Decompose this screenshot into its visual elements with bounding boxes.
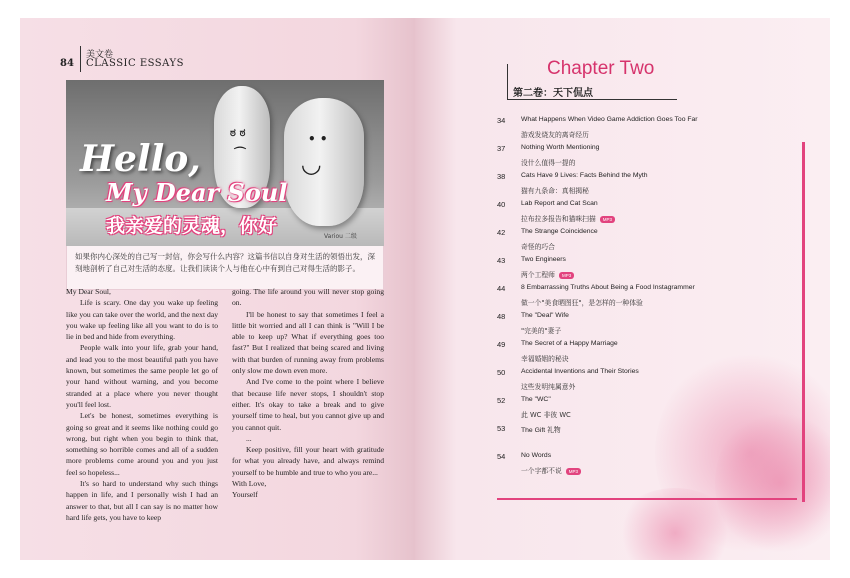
toc-title-en: The Gift 礼物 bbox=[521, 427, 561, 434]
toc-entry[interactable] bbox=[497, 394, 797, 422]
header-rule bbox=[80, 46, 81, 72]
body-column-2 bbox=[232, 286, 384, 501]
intro-box: 如果你内心深处的自己写一封信，你会写什么内容？这篇书信以自身对生活的领悟出发，深刻地剖析了自己对生活的态度。让我们读读个人与他在心中有到自己对得生活的影子。 bbox=[66, 246, 384, 290]
toc-entry[interactable] bbox=[497, 114, 797, 142]
body-column-1 bbox=[66, 286, 218, 523]
hero-title-cn: 我亲爱的灵魂，你好 bbox=[106, 215, 278, 237]
toc-page-number: 52 bbox=[497, 396, 506, 405]
toc-title-en: 8 Embarrassing Truths About Being a Food Instagrammer bbox=[521, 284, 695, 291]
toc-title-cn-row bbox=[521, 269, 574, 279]
toc-title-cn-row bbox=[521, 465, 581, 475]
toc-entry[interactable] bbox=[497, 170, 797, 198]
toc-title-en: The Strange Coincidence bbox=[521, 228, 598, 235]
toc-title-cn-row bbox=[521, 381, 575, 391]
audio-badge-icon: MP3 bbox=[600, 216, 615, 223]
toc-title-cn: 奇怪的巧合 bbox=[521, 243, 555, 251]
paragraph: My Dear Soul, bbox=[66, 287, 111, 296]
series-title-en: CLASSIC ESSAYS bbox=[86, 58, 184, 69]
toc-title-cn: "完美的"妻子 bbox=[521, 327, 562, 335]
book-spread bbox=[20, 18, 830, 560]
left-page bbox=[20, 18, 415, 560]
toc-title-cn: 拉布拉多报告和猫咪扫描 bbox=[521, 215, 596, 223]
table-of-contents bbox=[497, 114, 797, 478]
paragraph: going. The life around you will never stop going on. bbox=[232, 287, 384, 308]
toc-page-number: 50 bbox=[497, 368, 506, 377]
paragraph: Let's be honest, sometimes everything is going so great and it seems like nothing could go wrong, but right when you begin to think that, something so horrible comes and all of a sudden more problems come around you and you just feel so hopeless... bbox=[66, 411, 218, 477]
chapter-title: Chapter Two bbox=[547, 58, 655, 79]
toc-title-cn: 幸福婚姻的秘诀 bbox=[521, 355, 569, 363]
toc-title-cn: 没什么值得一提的 bbox=[521, 159, 576, 167]
toc-title-en: What Happens When Video Game Addiction Goes Too Far bbox=[521, 116, 698, 123]
paragraph: ... bbox=[246, 433, 252, 443]
toc-entry[interactable] bbox=[497, 366, 797, 394]
toc-page-number: 42 bbox=[497, 228, 506, 237]
toc-entry[interactable] bbox=[497, 422, 797, 450]
paragraph: Keep positive, fill your heart with gratitude for what you already have, and always remind yourself to be humble and true to who you are... bbox=[232, 445, 384, 477]
toc-entry[interactable] bbox=[497, 338, 797, 366]
toc-page-number: 40 bbox=[497, 200, 506, 209]
toc-page-number: 48 bbox=[497, 312, 506, 321]
audio-badge-icon: MP3 bbox=[559, 272, 574, 279]
toc-title-cn-row bbox=[521, 241, 555, 251]
toc-title-cn: 此 WC 非彼 WC bbox=[521, 411, 571, 419]
toc-title-en: Cats Have 9 Lives: Facts Behind the Myth bbox=[521, 172, 648, 179]
toc-page-number: 38 bbox=[497, 172, 506, 181]
paragraph: I'll be honest to say that sometimes I feel a little bit worried and all I can think is "Will I be able to keep up? What if everything goes too fast?" But I realized that being scared and living with that burden of running away from problems only slow me down even more. bbox=[232, 309, 384, 376]
toc-page-number: 53 bbox=[497, 424, 506, 433]
toc-title-cn-row bbox=[521, 185, 589, 195]
toc-title-cn: 猫有九条命：真相揭秘 bbox=[521, 187, 589, 195]
paragraph: Yourself bbox=[232, 490, 258, 500]
toc-entry[interactable] bbox=[497, 282, 797, 310]
toc-page-number: 54 bbox=[497, 452, 506, 461]
toc-title-cn: 做一个"美食晒图狂"，是怎样的一种体验 bbox=[521, 299, 643, 307]
toc-page-number: 43 bbox=[497, 256, 506, 265]
right-page bbox=[415, 18, 830, 560]
toc-title-cn-row bbox=[521, 409, 571, 419]
hero-title-hello: Hello, bbox=[80, 138, 201, 180]
toc-title-cn: 这些发明纯属意外 bbox=[521, 383, 576, 391]
audio-badge-icon: MP3 bbox=[566, 468, 581, 475]
toc-title-cn: 游戏发烧友的离奇经历 bbox=[521, 131, 589, 139]
photo-credit: Variou 二级 bbox=[324, 233, 357, 240]
paragraph: And I've come to the point where I believe that because life never stops, I shouldn't stop either. It's okay to take a break and to give yourself time to heal, but you cannot give up and you cannot quit. bbox=[232, 377, 384, 432]
toc-entry[interactable] bbox=[497, 198, 797, 226]
pink-vertical-bar bbox=[802, 142, 805, 502]
toc-title-cn: 两个工程师 bbox=[521, 271, 555, 279]
toc-title-en: Nothing Worth Mentioning bbox=[521, 144, 600, 151]
toc-title-cn-row bbox=[521, 213, 615, 223]
paragraph: People walk into your life, grab your hand, and lead you to the most beautiful path you have known, but sometimes the same people let go of your hand without warning, and you become stranded at a place where you never thought you'll feel lost. bbox=[66, 343, 218, 409]
chapter-subtitle: 第二卷：天下侃点 bbox=[513, 88, 593, 99]
series-title-cn: 美文卷 bbox=[86, 50, 114, 60]
toc-title-en: Lab Report and Cat Scan bbox=[521, 200, 598, 207]
toc-title-cn-row bbox=[521, 325, 561, 335]
toc-title-en: The "Deal" Wife bbox=[521, 312, 569, 319]
toc-title-en: No Words bbox=[521, 452, 552, 459]
toc-title-cn-row bbox=[521, 129, 589, 139]
toc-entry[interactable] bbox=[497, 310, 797, 338]
toc-entry[interactable] bbox=[497, 254, 797, 282]
toc-page-number: 37 bbox=[497, 144, 506, 153]
peanut-happy-illustration: • • ◡ bbox=[284, 98, 364, 226]
toc-page-number: 44 bbox=[497, 284, 506, 293]
toc-title-en: The "WC" bbox=[521, 396, 551, 403]
hero-title-dear-soul: My Dear Soul bbox=[106, 178, 288, 207]
toc-page-number: 34 bbox=[497, 116, 506, 125]
toc-entry[interactable] bbox=[497, 226, 797, 254]
toc-entry[interactable] bbox=[497, 142, 797, 170]
toc-title-en: Accidental Inventions and Their Stories bbox=[521, 368, 639, 375]
toc-title-cn: 一个字都不说 bbox=[521, 467, 562, 475]
paragraph: It's so hard to understand why such things happen in life, and I personally wish I had an answer to that, but all I can say is no matter how hard life gets, you have to keep bbox=[66, 479, 218, 522]
paragraph: With Love, bbox=[232, 479, 267, 489]
hero-photo bbox=[66, 80, 384, 246]
paragraph: Life is scary. One day you wake up feeling like you can take over the world, and the next day you wake up feeling like all you want to do is to lie in bed and hide from everything. bbox=[66, 298, 218, 342]
toc-page-number: 49 bbox=[497, 340, 506, 349]
toc-title-cn-row bbox=[521, 297, 643, 307]
toc-title-en: Two Engineers bbox=[521, 256, 566, 263]
peanut-sad-illustration: ಠ ಠ ⌒ bbox=[214, 86, 270, 208]
toc-title-cn-row bbox=[521, 353, 569, 363]
pink-horizontal-bar bbox=[497, 498, 797, 500]
page-number: 84 bbox=[60, 58, 74, 69]
toc-title-cn-row bbox=[521, 157, 575, 167]
toc-title-en: The Secret of a Happy Marriage bbox=[521, 340, 618, 347]
toc-entry[interactable] bbox=[497, 450, 797, 478]
